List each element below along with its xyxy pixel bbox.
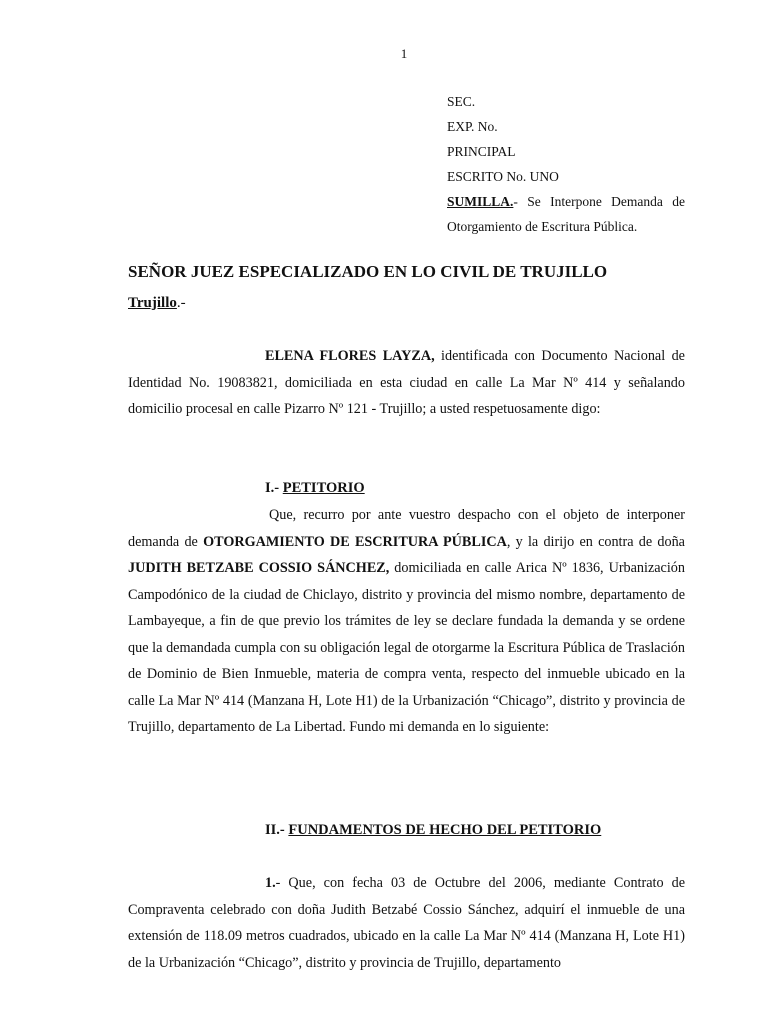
section-fundamentos-title [265, 822, 601, 839]
plaintiff-name: ELENA FLORES LAYZA, [265, 348, 435, 364]
section-petitorio-title [265, 480, 365, 497]
page-number: 1 [400, 46, 408, 61]
petitorio-paragraph [128, 502, 685, 741]
fundamento-1-paragraph [128, 870, 685, 976]
addressee-heading: SEÑOR JUEZ ESPECIALIZADO EN LO CIVIL DE TRUJILLO [128, 262, 608, 281]
petitorio-text-1: Que, recurro por ante vuestro despacho con el objeto de interponer demanda de [128, 507, 685, 550]
defendant-name: JUDITH BETZABE COSSIO SÁNCHEZ, [128, 560, 390, 576]
fundamento-1-number: 1. [265, 875, 276, 891]
principal-line: PRINCIPAL [447, 144, 516, 159]
section-fundamentos-label: FUNDAMENTOS DE HECHO DEL PETITORIO [288, 822, 602, 838]
intro-paragraph [128, 343, 685, 423]
fundamento-1-text: - Que, con fecha 03 de Octubre del 2006, mediante Contrato de Compraventa celebrado con doña Judith Betzabé Cossio Sánchez, adquirí el inmueble de una extensión de 118.09 metros cuadrados, ubicado en la calle La Mar Nº 414 (Manzana H, Lote H1) de la Urbanización “Chicago”, distrito y provincia de Trujillo, departamento [128, 875, 685, 971]
city-name: Trujillo [128, 295, 177, 311]
escrito-line: ESCRITO No. UNO [447, 169, 559, 184]
petitorio-text-2: , y la dirijo en contra de doña [506, 533, 685, 550]
exp-line: EXP. No. [447, 119, 498, 134]
section-petitorio-prefix: I.- [265, 480, 283, 496]
section-fundamentos-prefix: II.- [265, 822, 289, 838]
petitorio-claim: OTORGAMIENTO DE ESCRITURA PÚBLICA [203, 533, 507, 550]
case-header [447, 89, 685, 239]
intro-text: identificada con Documento Nacional de Identidad No. 19083821, domiciliada en esta ciudad en calle La Mar Nº 414 y señalando domicilio procesal en calle Pizarro Nº 121 - Trujillo; a usted respetuosamente digo: [128, 348, 685, 417]
city-suffix: .- [176, 295, 186, 311]
sumilla-label: SUMILLA. [447, 194, 514, 209]
sec-line: SEC. [447, 94, 476, 109]
city-line [128, 295, 186, 312]
section-petitorio-label: PETITORIO [282, 480, 365, 496]
sumilla-text: - Se Interpone Demanda de Otorgamiento de Escritura Pública. [447, 194, 685, 234]
sumilla [447, 189, 685, 239]
petitorio-text-3: domiciliada en calle Arica Nº 1836, Urbanización Campodónico de la ciudad de Chiclayo, distrito y provincia del mismo nombre, departamento de Lambayeque, a fin de que previo los trámites de ley se declare fundada la demanda y se ordene que la demandada cumpla con su obligación legal de otorgarme la Escritura Pública de Traslación de Dominio de Bien Inmueble, materia de compra venta, respecto del inmueble ubicado en la calle La Mar Nº 414 (Manzana H, Lote H1) de la Urbanización “Chicago”, distrito y provincia de Trujillo, departamento de La Libertad. Fundo mi demanda en lo siguiente: [128, 560, 685, 735]
